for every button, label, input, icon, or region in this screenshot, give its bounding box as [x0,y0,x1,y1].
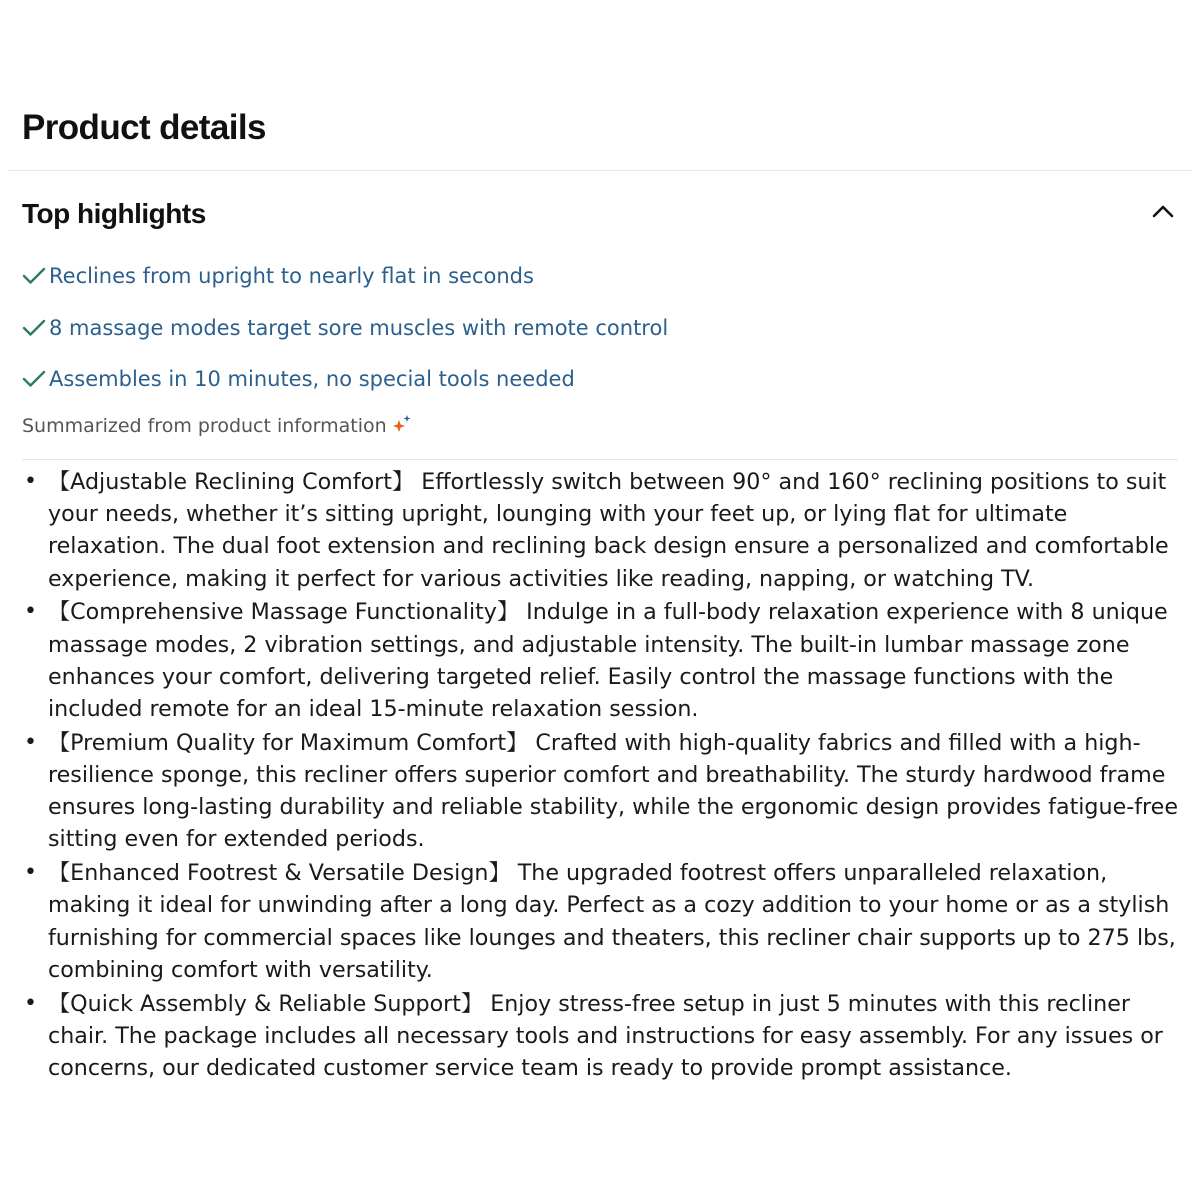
summary-note-text: Summarized from product information [22,415,387,437]
detail-bullet-item [24,857,1188,986]
summary-note [22,410,413,442]
product-details-list [24,466,1188,1086]
bullet-dot: • [24,599,37,625]
top-highlights-list [22,258,668,413]
check-icon [22,258,46,294]
detail-text: 【Enhanced Footrest & Versatile Design】 The upgraded footrest offers unparalleled relaxation, making it ideal for unwinding after a long day. Perfect as a cozy addition to your home or as a stylish furnishing for commercial spaces like lounges and theaters, this recliner chair supports up to 275 lbs, combining comfort with versatility. [48,860,1176,983]
highlights-divider [22,459,1178,460]
page-title: Product details [22,108,266,147]
chevron-up-icon[interactable] [1148,196,1178,226]
section-divider [8,170,1192,171]
bullet-dot: • [24,469,37,494]
bullet-dot: • [24,990,37,1016]
bullet-dot: • [24,860,37,886]
top-highlights-title: Top highlights [22,198,206,229]
bullet-dot: • [24,729,37,755]
highlight-item [22,361,668,413]
check-icon [22,310,46,346]
detail-bullet-item [24,596,1188,725]
detail-bullet-item [24,988,1188,1085]
detail-bullet-item [24,727,1188,856]
highlight-item [22,310,668,362]
highlight-text: Reclines from upright to nearly flat in seconds [49,264,534,288]
highlight-text: Assembles in 10 minutes, no special tools needed [49,367,575,391]
detail-text: 【Adjustable Reclining Comfort】 Effortlessly switch between 90° and 160° reclining positions to suit your needs, whether it’s sitting upright, lounging with your feet up, or lying flat for ultimate relaxation. The dual foot extension and reclining back design ensure a personalized and comfortable experience, making it perfect for various activities like reading, napping, or watching TV. [48,469,1169,592]
check-icon [22,361,46,397]
highlight-item [22,258,668,310]
top-highlights-header[interactable] [22,192,1178,236]
sparkle-icon [391,413,413,435]
detail-text: 【Comprehensive Massage Functionality】 Indulge in a full-body relaxation experience with 8 unique massage modes, 2 vibration settings, and adjustable intensity. The built-in lumbar massage zone enhances your comfort, delivering targeted relief. Easily control the massage functions with the included remote for an ideal 15-minute relaxation session. [48,599,1168,723]
detail-text: 【Quick Assembly & Reliable Support】 Enjoy stress-free setup in just 5 minutes with this recliner chair. The package includes all necessary tools and instructions for easy assembly. For any issues or concerns, our dedicated customer service team is ready to provide prompt assistance. [48,990,1163,1082]
detail-text: 【Premium Quality for Maximum Comfort】 Crafted with high-quality fabrics and filled with a high-resilience sponge, this recliner offers superior comfort and breathability. The sturdy hardwood frame ensures long-lasting durability and reliable stability, while the ergonomic design provides fatigue-free sitting even for extended periods. [48,729,1178,853]
detail-bullet-item [24,466,1188,595]
highlight-text: 8 massage modes target sore muscles with remote control [49,315,669,340]
